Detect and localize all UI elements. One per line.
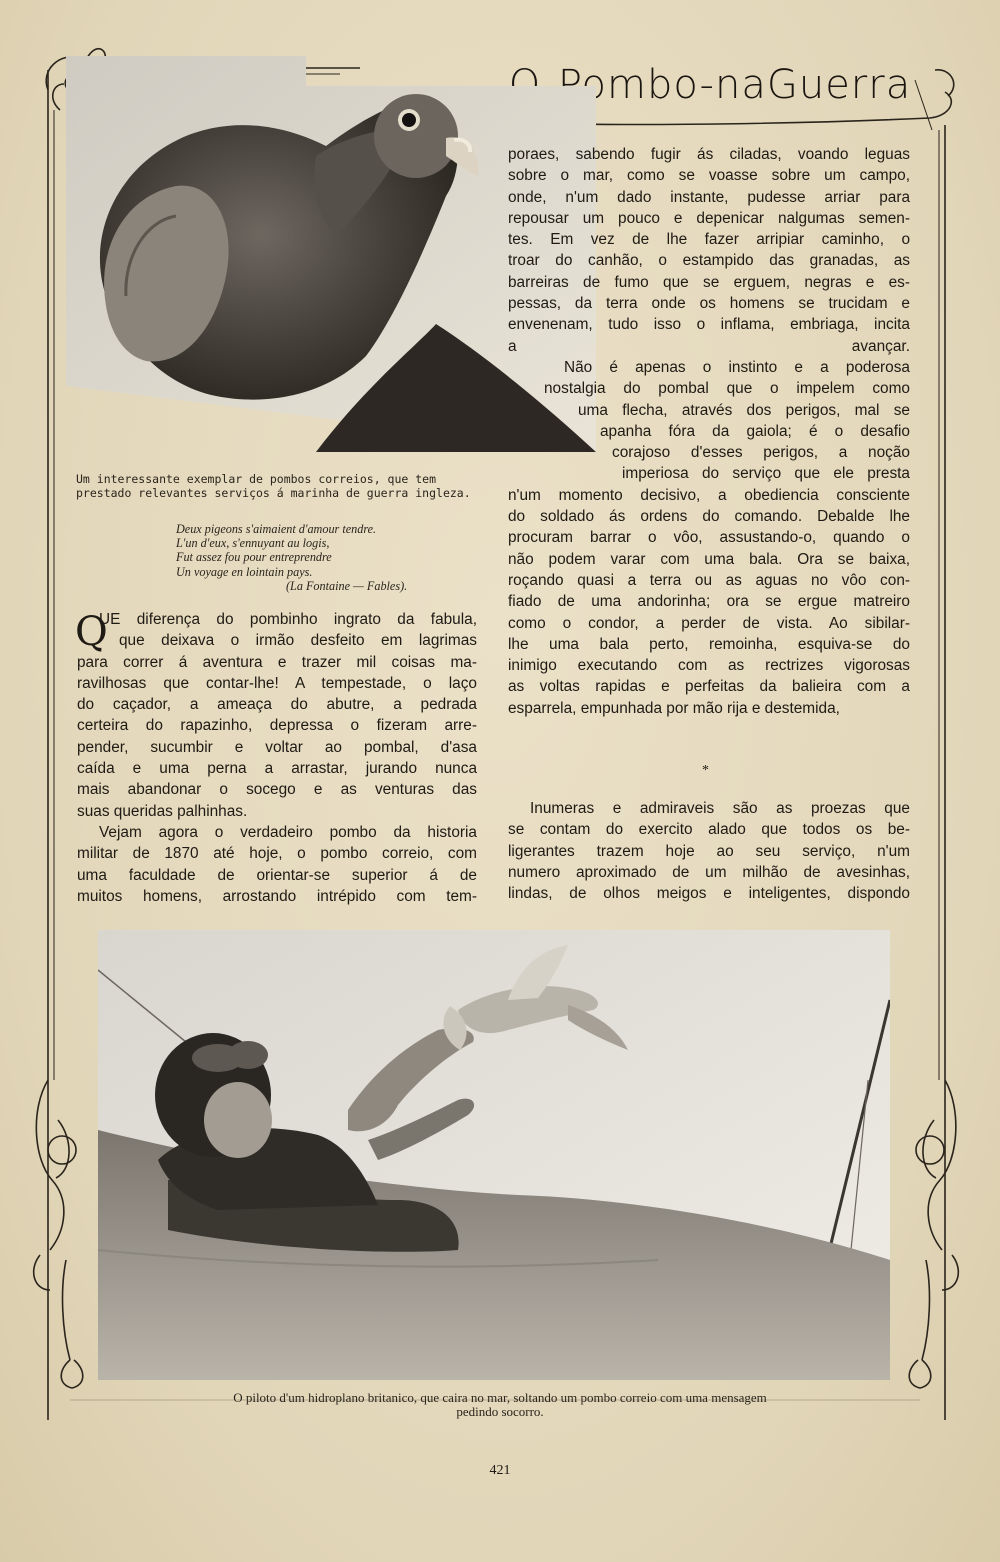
- text-line: inimigo executando com as rectrizes vigorosas: [508, 657, 910, 675]
- left-column: [77, 609, 477, 907]
- text-line: imperiosa do serviço que ele presta: [622, 465, 910, 483]
- text-line: uma faculdade de orientar-se superior á de: [77, 866, 477, 884]
- text-line: muitos homens, arrostando intrépido com tem-: [77, 887, 477, 905]
- text-line: pessas, da terra onde os homens se trucidam e: [508, 295, 910, 313]
- text-line: se contam do exercito alado que todos os be-: [508, 821, 910, 839]
- text-line: esparrela, empunhada por mão rija e destemida,: [508, 699, 840, 717]
- verse-line: (La Fontaine — Fables).: [286, 578, 408, 593]
- text-line: tes. Em vez de lhe fazer arripiar caminho, o: [508, 231, 910, 249]
- caption-line: O piloto d'um hidroplano britanico, que caira no mar, soltando um pombo correio com uma mensagem: [233, 1390, 767, 1405]
- text-line: que deixava o irmão desfeito em lagrimas: [119, 632, 477, 650]
- text-line: como o condor, a perder de vista. Ao sibilar-: [508, 614, 910, 632]
- text-line: militar de 1870 até hoje, o pombo correio, com: [77, 845, 477, 863]
- epigraph-verse: [176, 522, 486, 593]
- verse-line: L'un d'eux, s'ennuyant au logis,: [176, 536, 330, 551]
- right-column: [508, 144, 910, 719]
- text-line: uma flecha, através dos perigos, mal se: [578, 401, 910, 419]
- text-line: repousar um pouco e depenicar nalgumas semen-: [508, 209, 910, 227]
- pilot-photo: [98, 930, 890, 1380]
- text-line: troar do canhão, o estampido das granadas, as: [508, 252, 910, 270]
- verse-line: Fut assez fou pour entreprendre: [176, 550, 332, 565]
- drop-cap: Q: [75, 609, 108, 655]
- text-line: a avançar.: [508, 337, 910, 355]
- text-line: pender, sucumbir e voltar ao pombal, d'asa: [77, 738, 477, 756]
- caption-line: prestado relevantes serviços á marinha de guerra ingleza.: [76, 486, 471, 500]
- text-line: lhe uma bala perto, remoinha, esquiva-se do: [508, 635, 910, 653]
- text-line: roçando quasi a terra ou as aguas no vôo con-: [508, 571, 910, 589]
- section-separator-asterisk: *: [702, 763, 709, 778]
- pilot-photo-caption: [110, 1391, 890, 1419]
- text-line: poraes, sabendo fugir ás ciladas, voando leguas: [508, 146, 910, 163]
- text-line: mais abandonar o socego e as venturas das: [77, 781, 477, 799]
- text-line: as voltas rapidas e perfeitas da balieira com a: [508, 678, 910, 696]
- text-line: barreiras de fumo que se erguem, negras e es-: [508, 273, 910, 291]
- text-line: Inumeras e admiraveis são as proezas que: [530, 800, 910, 817]
- caption-line: pedindo socorro.: [456, 1404, 544, 1419]
- text-line: Não é apenas o instinto e a poderosa: [564, 358, 910, 376]
- pigeon-photo-caption: [76, 472, 476, 500]
- text-line: suas queridas palhinhas.: [77, 802, 248, 820]
- text-line: do soldado ás ordens do comando. Debalde lhe: [508, 508, 910, 526]
- text-line: apanha fóra da gaiola; é o desafio: [600, 422, 910, 440]
- text-line: numero aproximado de um milhão de avesinhas,: [508, 863, 910, 881]
- text-line: do caçador, a ameaça do abutre, a pedrada: [77, 696, 477, 714]
- text-line: corajoso d'esses perigos, a noção: [612, 444, 910, 462]
- text-line: ligerantes trazem hoje ao seu serviço, n'um: [508, 842, 910, 860]
- verse-line: Deux pigeons s'aimaient d'amour tendre.: [176, 522, 377, 536]
- text-line: n'um momento decisivo, a obediencia consciente: [508, 486, 910, 504]
- text-line: Vejam agora o verdadeiro pombo da historia: [99, 823, 477, 841]
- article-title-text: O-Pombo-naGuerra: [508, 62, 912, 108]
- text-line: envenenam, tudo isso o inflama, embriaga, incita: [508, 316, 910, 334]
- text-line: ravilhosas que contar-lhe! A tempestade, o laço: [77, 674, 477, 692]
- text-line: certeira do rapazinho, depressa o fizeram arre-: [77, 717, 477, 735]
- text-line: UE diferença do pombinho ingrato da fabula,: [99, 611, 477, 628]
- text-line: onde, n'um dado instante, pudesse arriar para: [508, 188, 910, 206]
- text-line: não podem varar com uma bala. Ora se baixa,: [508, 550, 910, 568]
- text-line: sobre o mar, como se voasse sobre um campo,: [508, 167, 910, 185]
- page-number: 421: [489, 1463, 511, 1478]
- text-line: lindas, de olhos meigos e inteligentes, dispondo: [508, 885, 910, 903]
- text-line: caída e uma perna a arrastar, jurando nunca: [77, 760, 477, 778]
- text-line: nostalgia do pombal que o impelem como: [544, 380, 910, 398]
- text-line: procuram barrar o vôo, assustando-o, quando o: [508, 529, 910, 547]
- text-line: para correr á aventura e trazer mil coisas ma-: [77, 653, 477, 671]
- right-column-continued: [508, 798, 910, 904]
- text-line: fiado de uma andorinha; ora se ergue matreiro: [508, 593, 910, 611]
- verse-line: Un voyage en lointain pays.: [176, 564, 313, 579]
- caption-line: Um interessante exemplar de pombos correios, que tem: [76, 472, 437, 486]
